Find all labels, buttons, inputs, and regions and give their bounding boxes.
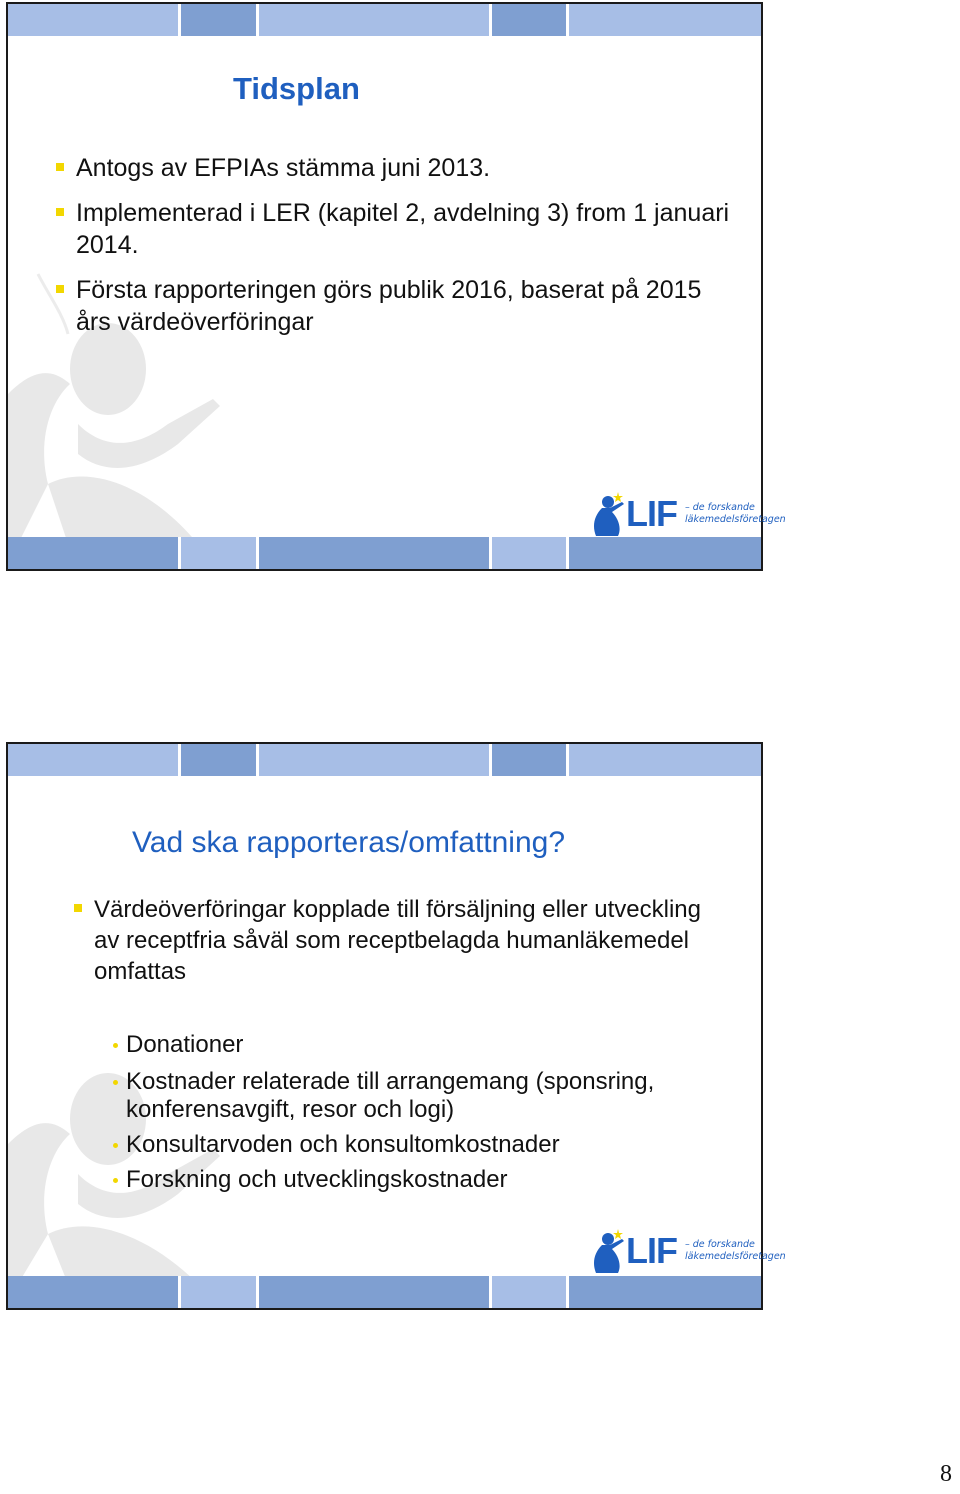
page-number: 8 xyxy=(940,1461,952,1487)
sub-bullet-list xyxy=(126,1031,686,1194)
lif-logo xyxy=(588,1227,786,1275)
lif-tagline xyxy=(685,502,786,526)
tagline-line1: – de forskande xyxy=(684,1239,755,1251)
lif-logo xyxy=(588,490,786,538)
slide-title: Tidsplan xyxy=(233,71,360,106)
tagline-line2: läkemedelsföretagen xyxy=(684,514,786,525)
bullet-list xyxy=(76,152,736,338)
list-item xyxy=(76,197,736,261)
list-item xyxy=(126,1031,686,1059)
sub-bullet-text: Forskning och utvecklingskostnader xyxy=(126,1166,508,1193)
list-item xyxy=(126,1068,686,1124)
lif-tagline xyxy=(685,1239,786,1263)
bullet-text: Implementerad i LER (kapitel 2, avdelning 3) from 1 januari 2014. xyxy=(76,199,730,259)
list-item xyxy=(126,1166,686,1194)
bullet-text: Första rapporteringen görs publik 2016, baserat på 2015 års värdeöverföringar xyxy=(76,276,702,336)
slide-title: Vad ska rapporteras/omfattning? xyxy=(132,826,566,859)
bottom-stripe xyxy=(8,1276,761,1308)
slide-tidsplan xyxy=(6,2,786,571)
list-item xyxy=(76,274,736,338)
bullet-text: Antogs av EFPIAs stämma juni 2013. xyxy=(76,154,491,182)
bullet-dot-icon xyxy=(113,1143,118,1148)
top-stripe xyxy=(8,4,761,36)
bullet-dot-icon xyxy=(113,1080,118,1085)
tagline-line1: – de forskande xyxy=(684,502,755,514)
bullet-dot-icon xyxy=(113,1043,118,1048)
main-bullet xyxy=(94,894,714,987)
sub-bullet-text: Konsultarvoden och konsultomkostnader xyxy=(126,1131,560,1158)
bullet-square-icon xyxy=(56,208,64,216)
sub-bullet-text: Donationer xyxy=(126,1031,244,1058)
list-item xyxy=(126,1131,686,1159)
bullet-square-icon xyxy=(74,904,82,912)
tagline-line2: läkemedelsföretagen xyxy=(684,1251,786,1262)
list-item xyxy=(76,152,736,184)
bottom-stripe xyxy=(8,537,761,569)
lif-figure-icon xyxy=(588,490,626,538)
lif-wordmark: LIF xyxy=(626,1230,677,1271)
lif-wordmark: LIF xyxy=(626,493,677,534)
slide-rapportering xyxy=(6,742,786,1310)
top-stripe xyxy=(8,744,761,776)
bullet-text: Värdeöverföringar kopplade till försäljning eller utveckling av receptfria såväl som receptbelagda humanläkemedel omfattas xyxy=(94,896,701,985)
lif-figure-icon xyxy=(588,1227,626,1275)
bullet-square-icon xyxy=(56,163,64,171)
sub-bullet-text: Kostnader relaterade till arrangemang (sponsring, konferensavgift, resor och logi) xyxy=(126,1068,655,1123)
bullet-square-icon xyxy=(56,285,64,293)
bullet-dot-icon xyxy=(113,1178,118,1183)
